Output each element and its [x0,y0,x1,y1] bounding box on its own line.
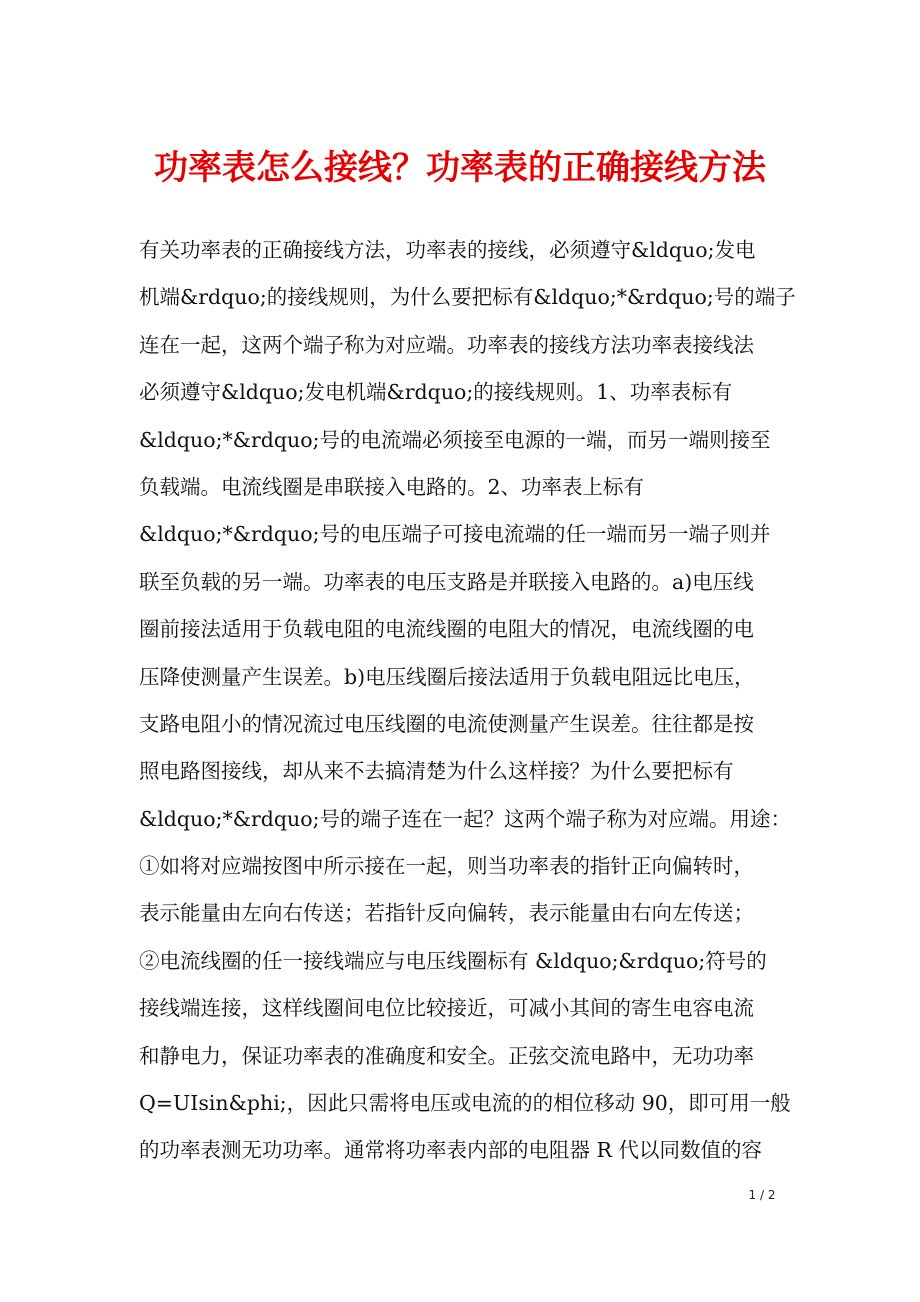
text-line: 接线端连接，这样线圈间电位比较接近，可减小其间的寄生电容电流 [139,996,754,1021]
body-paragraph [139,227,799,1175]
text-line: 连在一起，这两个端子称为对应端。功率表的接线方法功率表接线法 [139,332,754,357]
text-line: 压降使测量产生误差。b)电压线圈后接法适用于负载电阻远比电压， [139,664,755,689]
text-line: ①如将对应端按图中所示接在一起，则当功率表的指针正向偏转时， [139,854,754,879]
text-line: Q=UIsin&phi;，因此只需将电压或电流的的相位移动 90，即可用一般 [139,1091,791,1116]
text-line: 必须遵守&ldquo;发电机端&rdquo;的接线规则。1、功率表标有 [139,380,733,405]
text-line: &ldquo;*&rdquo;号的电压端子可接电流端的任一端而另一端子则并 [139,522,771,547]
text-line: 支路电阻小的情况流过电压线圈的电流使测量产生误差。往往都是按 [139,711,754,736]
page-number: 1 / 2 [748,1188,776,1202]
text-line: 机端&rdquo;的接线规则，为什么要把标有&ldquo;*&rdquo;号的端子 [139,285,796,310]
text-line: 照电路图接线，却从来不去搞清楚为什么这样接？为什么要把标有 [139,759,734,784]
page-title: 功率表怎么接线？功率表的正确接线方法 [154,148,766,188]
text-line: 联至负载的另一端。功率表的电压支路是并联接入电路的。a)电压线 [139,569,754,594]
text-line: &ldquo;*&rdquo;号的电流端必须接至电源的一端，而另一端则接至 [139,427,771,452]
text-line: 圈前接法适用于负载电阻的电流线圈的电阻大的情况，电流线圈的电 [139,617,754,642]
text-line: 表示能量由左向右传送；若指针反向偏转，表示能量由右向左传送； [139,901,754,926]
text-line: &ldquo;*&rdquo;号的端子连在一起？这两个端子称为对应端。用途： [139,806,791,831]
text-line: 有关功率表的正确接线方法，功率表的接线，必须遵守&ldquo;发电 [139,238,756,262]
text-line: 负载端。电流线圈是串联接入电路的。2、功率表上标有 [139,474,645,499]
text-line: 的功率表测无功功率。通常将功率表内部的电阻器 R 代以同数值的容 [139,1138,762,1163]
text-line: ②电流线圈的任一接线端应与电压线圈标有 &ldquo;&rdquo;符号的 [139,948,767,973]
text-line: 和静电力，保证功率表的准确度和安全。正弦交流电路中，无功功率 [139,1043,754,1068]
